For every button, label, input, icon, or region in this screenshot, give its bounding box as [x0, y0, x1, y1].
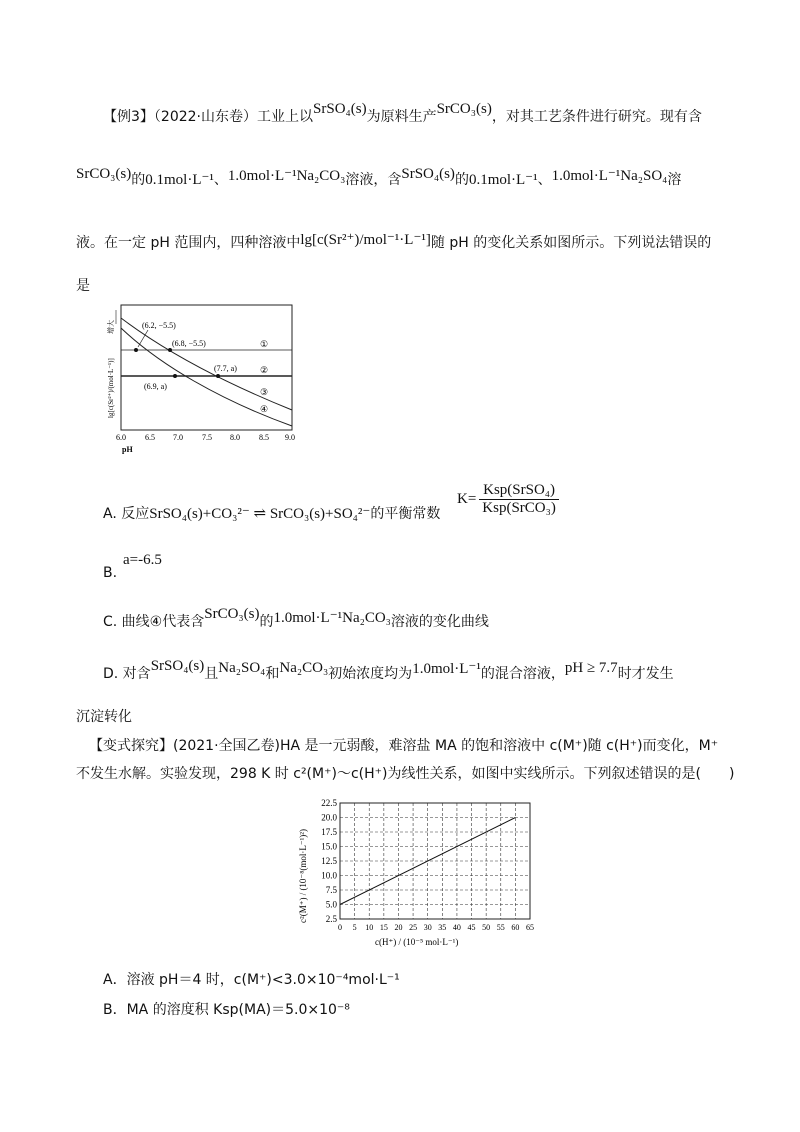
x-ticks [338, 923, 534, 932]
text: 随 pH 的变化关系如图所示。下列说法错误的 [430, 235, 712, 251]
text: 初始浓度均为 [328, 666, 413, 682]
x-tick-label: 10 [365, 923, 374, 932]
x-axis-label: pH [122, 445, 133, 454]
formula-conc-0.1: 0.1mol·L⁻¹ [145, 172, 214, 188]
y-axis-label: c²(M⁺) / (10⁻⁸(mol·L⁻¹)²) [298, 829, 308, 923]
option-c [103, 606, 489, 632]
curve-label: ③ [260, 387, 269, 397]
point-label: (6.9, a) [144, 382, 167, 391]
sr-ph-chart [100, 300, 300, 460]
option-d [103, 658, 674, 684]
example-3-line-4 [76, 276, 90, 296]
ph-condition: pH ≥ 7.7 [564, 660, 618, 676]
x-tick: 8.0 [230, 433, 240, 442]
x-tick-label: 35 [438, 923, 447, 932]
x-tick-label: 55 [496, 923, 505, 932]
variant-option-a: A．溶液 pH＝4 时，c(M⁺)<3.0×10⁻⁴mol·L⁻¹ [103, 972, 400, 988]
chart-grid [340, 803, 530, 919]
formula-lg-sr: lg[c(Sr²⁺)/mol⁻¹·L⁻¹] [300, 232, 431, 248]
y-tick-label: 10.0 [321, 870, 337, 881]
text: 和 [265, 666, 280, 682]
text: 且 [204, 666, 219, 682]
variant-line-2: 不发生水解。实验发现，298 K 时 c²(M⁺)～c(H⁺)为线性关系，如图中实线所示。下列叙述错误的是( ) [76, 766, 735, 782]
option-d-continued: 沉淀转化 [76, 709, 132, 725]
x-tick-label: 50 [482, 923, 491, 932]
fraction-denominator: Ksp(SrCO₃) [482, 500, 556, 516]
option-a-prefix: A. 反应 [103, 506, 150, 522]
x-tick: 7.0 [173, 433, 183, 442]
formula-na2so4: Na₂SO₄ [218, 660, 266, 676]
curve-label: ② [260, 365, 269, 375]
formula-conc-0.1: 0.1mol·L⁻¹ [468, 172, 538, 188]
x-tick-label: 0 [338, 923, 342, 932]
text: 、 [537, 172, 552, 188]
example-tag: 【例3】 [103, 109, 154, 125]
x-tick-label: 20 [394, 923, 403, 932]
k-symbol: K= [457, 491, 477, 507]
text: 液。在一定 pH 范围内，四种溶液中 [76, 235, 301, 251]
x-tick-label: 5 [352, 923, 357, 932]
text: 工业上以 [257, 109, 314, 125]
y-tick-label: 22.5 [321, 798, 337, 808]
x-tick-label: 40 [452, 923, 461, 932]
text: 溶 [667, 172, 682, 188]
point-6.8 [168, 348, 172, 352]
example-3-line-3 [76, 233, 711, 253]
text: 的混合溶液， [480, 666, 565, 682]
text: 的 [131, 172, 146, 188]
formula-na2co3: 1.0mol·L⁻¹Na₂CO₃ [227, 168, 346, 184]
fraction-numerator: Ksp(SrSO₄) [479, 482, 559, 500]
formula-srso4-s: SrSO₄(s) [401, 166, 455, 182]
example-source: （2022·山东卷） [153, 109, 258, 125]
point-label: (6.2, −5.5) [142, 321, 176, 330]
option-a [103, 504, 440, 524]
y-axis-label: lg[c(Sr²⁺)/(mol·L⁻¹)] [107, 358, 115, 418]
text: 的平衡常数 [370, 506, 441, 522]
option-b-prefix: B. [103, 565, 118, 581]
point-label: (7.7, a) [214, 364, 237, 373]
text: 时才发生 [617, 666, 674, 682]
formula-srco3-s: SrCO₃(s) [436, 101, 492, 117]
curve-label: ① [260, 339, 269, 349]
example-3-line-1 [103, 101, 702, 127]
point-6.2 [134, 348, 138, 352]
text: D. 对含 [103, 666, 151, 682]
formula-conc: 1.0mol·L⁻¹ [412, 661, 481, 677]
formula-na2co3: Na₂CO₃ [279, 660, 329, 676]
x-tick-label: 30 [423, 923, 432, 932]
x-tick-label: 15 [379, 923, 388, 932]
x-tick-label: 45 [467, 923, 476, 932]
y-tick-label: 5.0 [325, 899, 337, 910]
x-tick: 8.5 [259, 433, 269, 442]
formula-srco3-s: SrCO₃(s) [204, 606, 260, 622]
formula-na2co3: 1.0mol·L⁻¹Na₂CO₃ [273, 610, 391, 626]
option-b-value: a=-6.5 [123, 552, 162, 568]
y-tick-label: 12.5 [321, 856, 337, 866]
c2m-vs-ch-chart [290, 795, 550, 950]
y-tick-label: 7.5 [325, 885, 337, 895]
y-tick-label: 15.0 [321, 841, 337, 852]
label-pointer [138, 330, 148, 347]
formula-srco3-s: SrCO₃(s) [76, 166, 132, 182]
x-tick: 9.0 [285, 433, 295, 442]
example-3-line-2 [76, 166, 682, 190]
equilibrium-constant [457, 482, 560, 517]
y-tick-label: 2.5 [325, 914, 337, 924]
arrow-label: 增大 [107, 320, 115, 334]
variant-line-1: 【变式探究】(2021·全国乙卷)HA 是一元弱酸，难溶盐 MA 的饱和溶液中 c(M⁺)随 c(H⁺)而变化，M⁺ [89, 738, 719, 754]
text: C. 曲线④代表含 [103, 614, 205, 630]
x-tick-label: 65 [526, 923, 534, 932]
curve-label: ④ [260, 404, 269, 414]
x-tick: 6.5 [145, 433, 155, 442]
text: 的 [454, 172, 469, 188]
formula-srso4-s: SrSO₄(s) [150, 658, 205, 674]
x-axis-label: c(H⁺) / (10⁻⁵ mol·L⁻¹) [375, 937, 459, 947]
text: ，对其工艺条件进行研究。现有含 [491, 109, 702, 125]
text: 为原料生产 [366, 109, 437, 125]
text: 溶液的变化曲线 [390, 614, 489, 630]
text: 是 [76, 278, 90, 294]
text: 的 [259, 614, 274, 630]
x-tick-label: 25 [409, 923, 418, 932]
point-7.7 [216, 374, 220, 378]
fraction [478, 482, 560, 517]
text: 、 [213, 172, 228, 188]
text: 溶液，含 [345, 172, 402, 188]
x-tick: 7.5 [202, 433, 212, 442]
y-tick-label: 20.0 [321, 812, 337, 823]
variant-option-b: B．MA 的溶度积 Ksp(MA)＝5.0×10⁻⁸ [103, 1002, 350, 1018]
y-tick-label: 17.5 [321, 827, 337, 837]
point-label: (6.8, −5.5) [172, 339, 206, 348]
reaction-equation: SrSO₄(s)+CO₃²⁻ ⇌ SrCO₃(s)+SO₄²⁻ [149, 506, 371, 522]
point-6.9 [173, 374, 177, 378]
formula-srso4-s: SrSO₄(s) [313, 101, 367, 117]
x-tick-label: 60 [511, 923, 520, 932]
x-tick: 6.0 [116, 433, 126, 442]
y-ticks [321, 798, 337, 924]
formula-na2so4: 1.0mol·L⁻¹Na₂SO₄ [551, 168, 668, 184]
